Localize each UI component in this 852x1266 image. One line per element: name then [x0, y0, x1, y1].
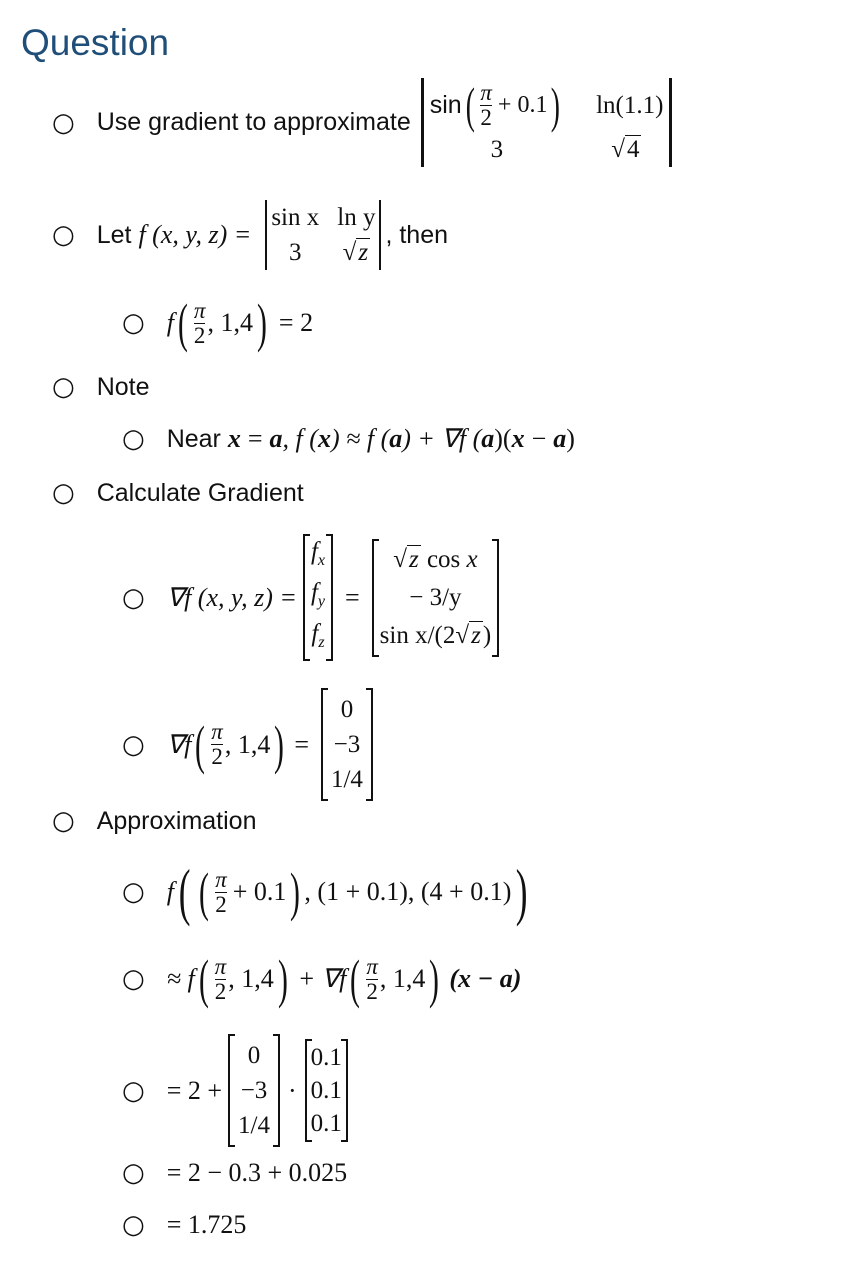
approx-step-3: ○ = 2 + 0 −3 1/4 · 0.1 0.1 0.1: [122, 1034, 354, 1147]
bullet-icon: ○: [52, 372, 75, 402]
bullet-icon: ○: [122, 1210, 145, 1240]
definition-item: ○ Let f (x, y, z) = sin x ln y 3 √z , then: [52, 200, 448, 270]
gradient-at-point: ○ ∇f ( $\frac{\pi}{2}$ , 1,4 ) = 0 −3 1/4: [122, 688, 379, 801]
question-item: [52, 78, 678, 167]
bullet-icon: ○: [122, 424, 145, 454]
bullet-icon: ○: [52, 806, 75, 836]
approx-step-1: ○ f ( ( $\frac{\pi}{2}$ + 0.1 ) , (1 + 0.1), (4 + 0.1) ): [122, 856, 528, 927]
bullet-icon: ○: [122, 308, 145, 338]
determinant: sin x ln y 3 √z: [265, 200, 381, 270]
gradient-value-vector: 0 −3 1/4: [321, 688, 373, 801]
approx-step-2: ○ ≈ f ( $\frac{\pi}{2}$ , 1,4 ) + ∇f ( $\frac{\pi}{2}$ , 1,4 ) (x − a): [122, 949, 522, 1009]
gradient-vector: √z cos x − 3/y sin x/(2√z): [372, 539, 500, 657]
approx-heading: ○ Approximation: [52, 806, 257, 836]
note-formula: ○ Near x = a , f ( x ) ≈ f ( a ) + ∇f ( a )( x − a ): [122, 424, 575, 454]
bullet-icon: ○: [122, 582, 145, 613]
approx-result: ○ = 1.725: [122, 1210, 247, 1240]
bullet-icon: ○: [122, 877, 145, 907]
value-item: ○ f ( $\frac{\pi}{2}$ , 1,4 ) = 2: [122, 293, 314, 353]
page-title: Question: [21, 22, 170, 63]
gradient-definition: ○ ∇f (x, y, z) = $f_x$ $f_y$ $f_z$ = √z cos x − 3/y sin x/(2√z): [122, 534, 505, 661]
bullet-icon: ○: [122, 1075, 145, 1106]
bullet-icon: ○: [122, 729, 145, 760]
approx-step-4: ○ = 2 − 0.3 + 0.025: [122, 1158, 348, 1188]
note-item: ○ Note: [52, 372, 150, 402]
calc-heading: ○ Calculate Gradient: [52, 478, 304, 508]
bullet-icon: ○: [122, 964, 145, 994]
bullet-icon: ○: [52, 220, 75, 250]
bullet-icon: ○: [122, 1158, 145, 1188]
bullet-icon: ○: [52, 107, 75, 138]
question-text: Use gradient to approximate: [96, 108, 411, 136]
determinant: sin ( $\frac{\pi}{2}$ + 0.1 ) ln(1.1) 3 √4: [421, 78, 673, 167]
gradient-value-vector: 0 −3 1/4: [228, 1034, 280, 1147]
bullet-icon: ○: [52, 478, 75, 508]
delta-vector: 0.1 0.1 0.1: [305, 1039, 348, 1142]
partial-vector: $f_x$ $f_y$ $f_z$: [303, 534, 333, 661]
